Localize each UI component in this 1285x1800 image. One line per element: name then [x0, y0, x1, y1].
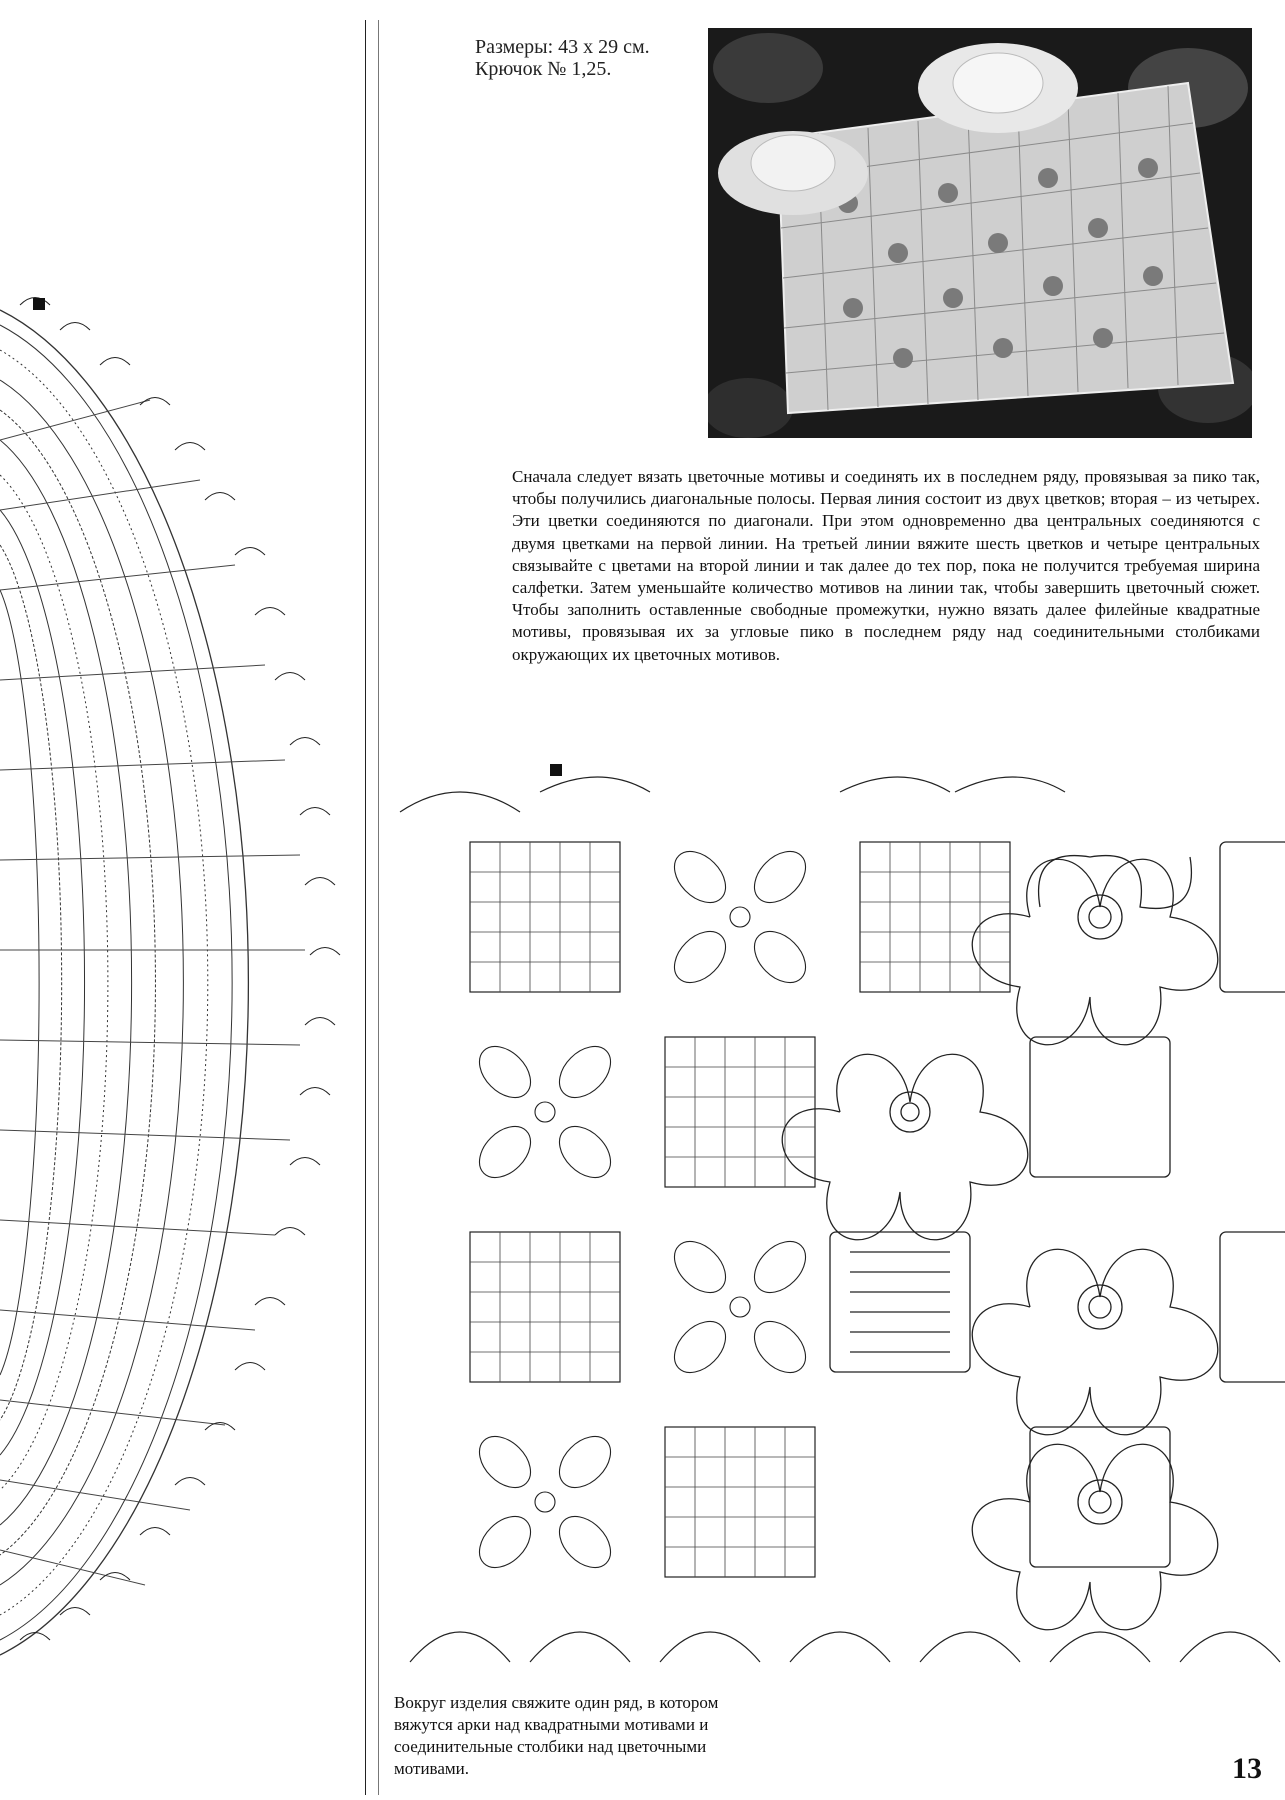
start-marker-square	[33, 298, 45, 310]
pattern-specs	[475, 36, 685, 80]
hook-line: Крючок № 1,25.	[475, 58, 612, 80]
doily-chart-left	[0, 290, 345, 1675]
photo-image	[708, 28, 1252, 438]
start-marker-square	[550, 764, 562, 776]
instructions-text: Сначала следует вязать цветочные мотивы и соединять их в последнем ряду, провязывая за пико так, чтобы получились диагональные полосы. Первая линия состоит из двух цветков; вторая – из четырех. Эти цветки соединяются по диагонали. При этом одновременно два центральных соединяются с двумя цветками на первой линии. На третьей линии вяжите шесть цветков и четыре центральных связывайте с цветами на второй линии и так далее до тех пор, пока не получится требуемая ширина салфетки. Затем уменьшайте количество мотивов на линии так, чтобы завершить цветочный сюжет. Чтобы заполнить оставленные свободные промежутки, нужно вязать далее филейные квадратные мотивы, провязывая их за угловые пико в последнем ряду над соединительными столбиками окружающих их цветочных мотивов.	[512, 467, 1260, 664]
motif-chart-drawing	[390, 762, 1285, 1667]
placemat-photo	[708, 28, 1252, 438]
page-gutter-line-inner	[378, 20, 379, 1795]
size-line: Размеры: 43 х 29 см.	[475, 36, 650, 58]
caption-text: Вокруг изделия свяжите один ряд, в котором вяжутся арки над квадратными мотивами и соединительные столбики над цветочными мотивами.	[394, 1693, 719, 1778]
page-number: 13	[1232, 1752, 1262, 1785]
page-gutter-line	[365, 20, 366, 1795]
motif-chart	[390, 762, 1285, 1667]
doily-chart-drawing	[0, 290, 345, 1675]
